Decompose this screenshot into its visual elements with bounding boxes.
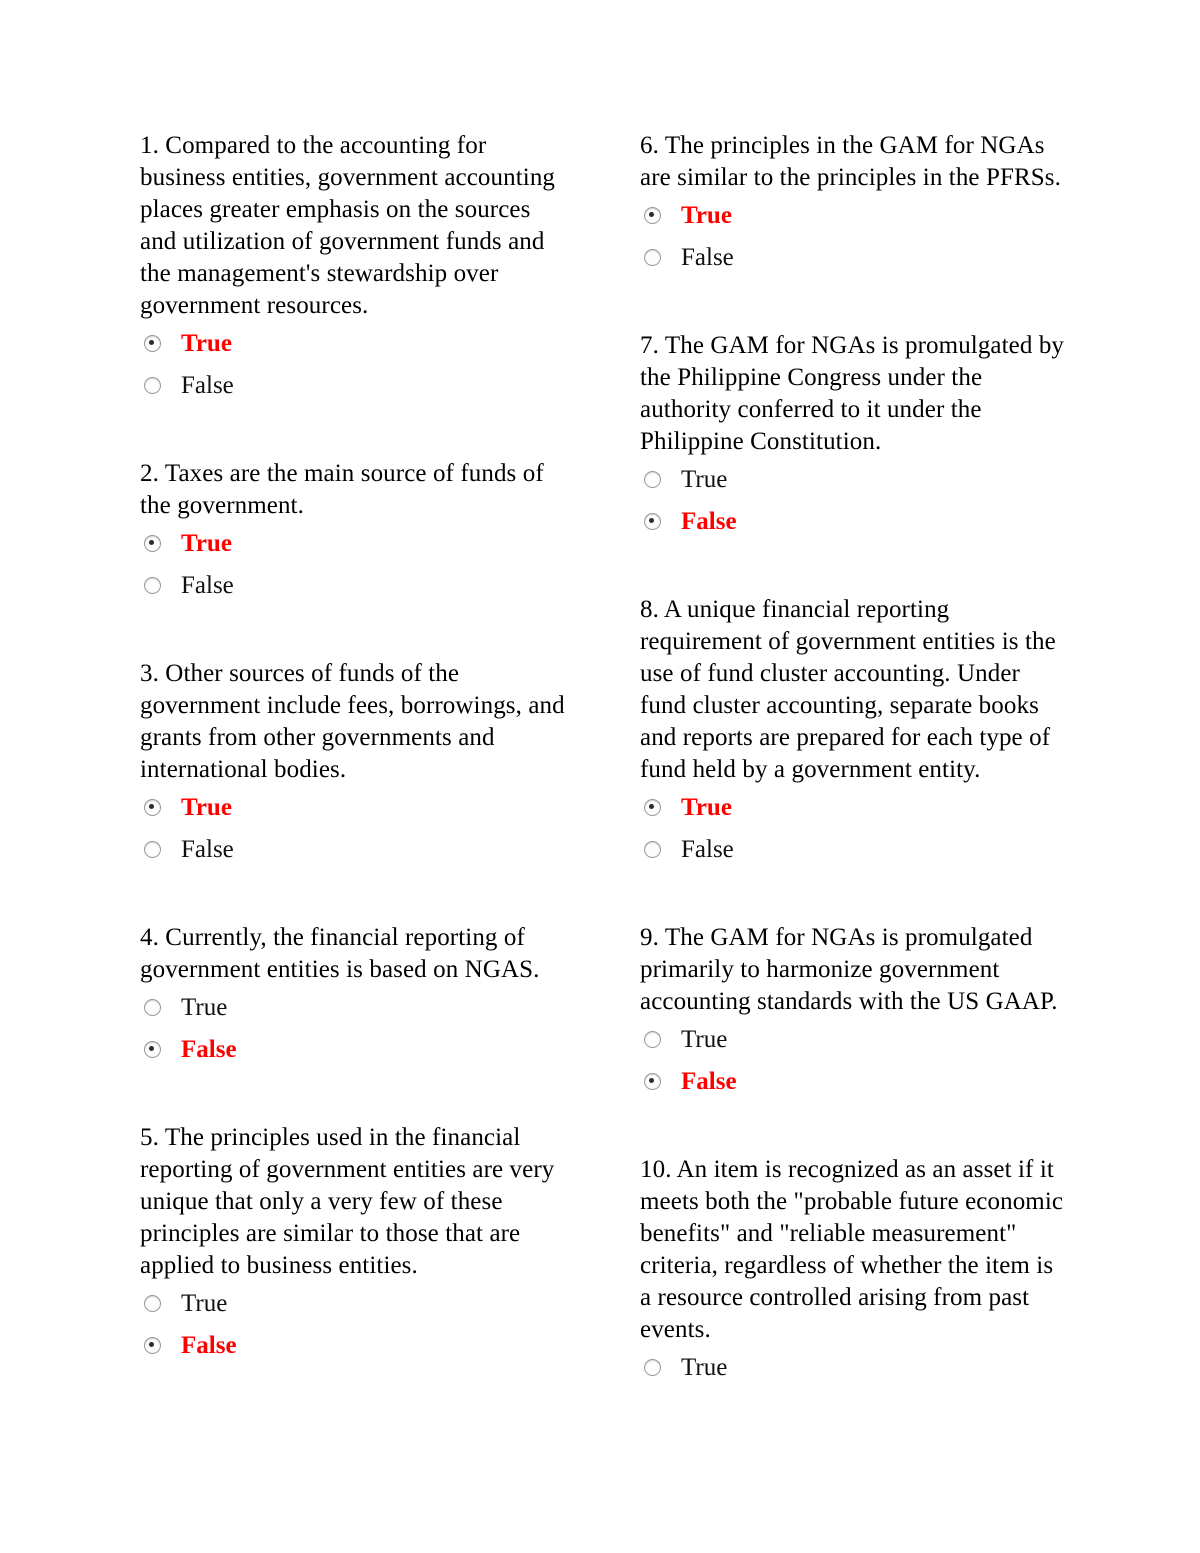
option-label[interactable]: False xyxy=(681,508,737,535)
radio-button-icon[interactable] xyxy=(144,1337,161,1354)
radio-button-icon[interactable] xyxy=(144,1295,161,1312)
option-label[interactable]: False xyxy=(181,836,234,863)
radio-button-icon[interactable] xyxy=(644,471,661,488)
radio-option-false[interactable] xyxy=(644,504,1070,544)
option-label[interactable]: False xyxy=(681,1068,737,1095)
spacer xyxy=(140,874,570,896)
radio-option-true[interactable] xyxy=(144,790,570,830)
question-block xyxy=(640,922,1070,1128)
radio-button-icon[interactable] xyxy=(144,577,161,594)
option-label[interactable]: True xyxy=(181,994,228,1021)
radio-option-true[interactable] xyxy=(644,1022,1070,1062)
question-text: 8. A unique financial reporting requirement of government entities is the use of fund cluster accounting. Under fund cluster accounting, separate books and reports are prepared for each type of fund held by a government entity. xyxy=(640,596,1056,783)
radio-option-true[interactable] xyxy=(644,790,1070,830)
option-label[interactable]: True xyxy=(681,794,732,821)
option-label[interactable]: False xyxy=(181,572,234,599)
question-block xyxy=(640,130,1070,304)
option-label[interactable]: False xyxy=(181,1332,237,1359)
option-label[interactable]: False xyxy=(681,836,734,863)
question-block xyxy=(640,1154,1070,1414)
option-label[interactable]: True xyxy=(181,330,232,357)
right-question-column xyxy=(640,130,1070,1440)
radio-option-false[interactable] xyxy=(644,1064,1070,1104)
question-block xyxy=(140,922,570,1096)
radio-button-icon[interactable] xyxy=(644,799,661,816)
spacer xyxy=(640,1106,1070,1128)
radio-button-icon[interactable] xyxy=(644,1359,661,1376)
radio-button-icon[interactable] xyxy=(144,999,161,1016)
radio-option-true[interactable] xyxy=(644,198,1070,238)
spacer xyxy=(640,282,1070,304)
left-question-column xyxy=(140,130,570,1418)
option-label[interactable]: True xyxy=(681,466,728,493)
question-block xyxy=(140,1122,570,1392)
radio-button-icon[interactable] xyxy=(644,249,661,266)
radio-button-icon[interactable] xyxy=(644,1031,661,1048)
radio-button-icon[interactable] xyxy=(144,335,161,352)
radio-button-icon[interactable] xyxy=(644,513,661,530)
option-label[interactable]: False xyxy=(181,1036,237,1063)
question-block xyxy=(140,458,570,632)
radio-button-icon[interactable] xyxy=(644,841,661,858)
question-block xyxy=(140,130,570,432)
radio-option-true[interactable] xyxy=(144,1286,570,1326)
radio-button-icon[interactable] xyxy=(144,1041,161,1058)
option-label[interactable]: False xyxy=(681,244,734,271)
question-text: 10. An item is recognized as an asset if it meets both the "probable future economic benefits" and "reliable measurement" criteria, regardless of whether the item is a resource controlled arising from past events. xyxy=(640,1156,1064,1343)
question-text: 1. Compared to the accounting for business entities, government accounting places greater emphasis on the sources and utilization of government funds and the management's stewardship over government resources. xyxy=(140,132,556,319)
radio-option-true[interactable] xyxy=(144,990,570,1030)
radio-button-icon[interactable] xyxy=(144,377,161,394)
radio-option-false[interactable] xyxy=(144,1032,570,1072)
radio-option-false[interactable] xyxy=(644,240,1070,280)
question-block xyxy=(140,658,570,896)
question-text: 6. The principles in the GAM for NGAs are similar to the principles in the PFRSs. xyxy=(640,132,1061,191)
spacer xyxy=(640,1392,1070,1414)
radio-button-icon[interactable] xyxy=(144,799,161,816)
spacer xyxy=(140,410,570,432)
spacer xyxy=(140,1074,570,1096)
radio-button-icon[interactable] xyxy=(144,535,161,552)
question-text: 4. Currently, the financial reporting of government entities is based on NGAS. xyxy=(140,924,540,983)
question-block xyxy=(640,594,1070,896)
option-label[interactable]: True xyxy=(181,530,232,557)
radio-option-false[interactable] xyxy=(144,368,570,408)
radio-button-icon[interactable] xyxy=(644,207,661,224)
radio-option-false[interactable] xyxy=(144,568,570,608)
question-text: 3. Other sources of funds of the government include fees, borrowings, and grants from other governments and international bodies. xyxy=(140,660,565,783)
radio-option-true[interactable] xyxy=(644,462,1070,502)
option-label[interactable]: True xyxy=(181,1290,228,1317)
radio-option-true[interactable] xyxy=(144,526,570,566)
option-label[interactable]: True xyxy=(681,1026,728,1053)
spacer xyxy=(640,546,1070,568)
question-text: 5. The principles used in the financial reporting of government entities are very unique that only a very few of these principles are similar to those that are applied to business entities. xyxy=(140,1124,555,1279)
option-label[interactable]: False xyxy=(181,372,234,399)
question-text: 9. The GAM for NGAs is promulgated primarily to harmonize government accounting standards with the US GAAP. xyxy=(640,924,1058,1015)
radio-option-true[interactable] xyxy=(144,326,570,366)
question-text: 7. The GAM for NGAs is promulgated by the Philippine Congress under the authority conferred to it under the Philippine Constitution. xyxy=(640,332,1065,455)
radio-button-icon[interactable] xyxy=(644,1073,661,1090)
option-label[interactable]: True xyxy=(681,202,732,229)
option-label[interactable]: True xyxy=(181,794,232,821)
spacer xyxy=(140,1370,570,1392)
radio-button-icon[interactable] xyxy=(144,841,161,858)
question-text: 2. Taxes are the main source of funds of the government. xyxy=(140,460,544,519)
radio-option-false[interactable] xyxy=(144,1328,570,1368)
spacer xyxy=(640,874,1070,896)
question-block xyxy=(640,330,1070,568)
spacer xyxy=(140,610,570,632)
radio-option-false[interactable] xyxy=(144,832,570,872)
radio-option-true[interactable] xyxy=(644,1350,1070,1390)
two-column-layout xyxy=(140,130,1065,1440)
radio-option-false[interactable] xyxy=(644,832,1070,872)
option-label[interactable]: True xyxy=(681,1354,728,1381)
